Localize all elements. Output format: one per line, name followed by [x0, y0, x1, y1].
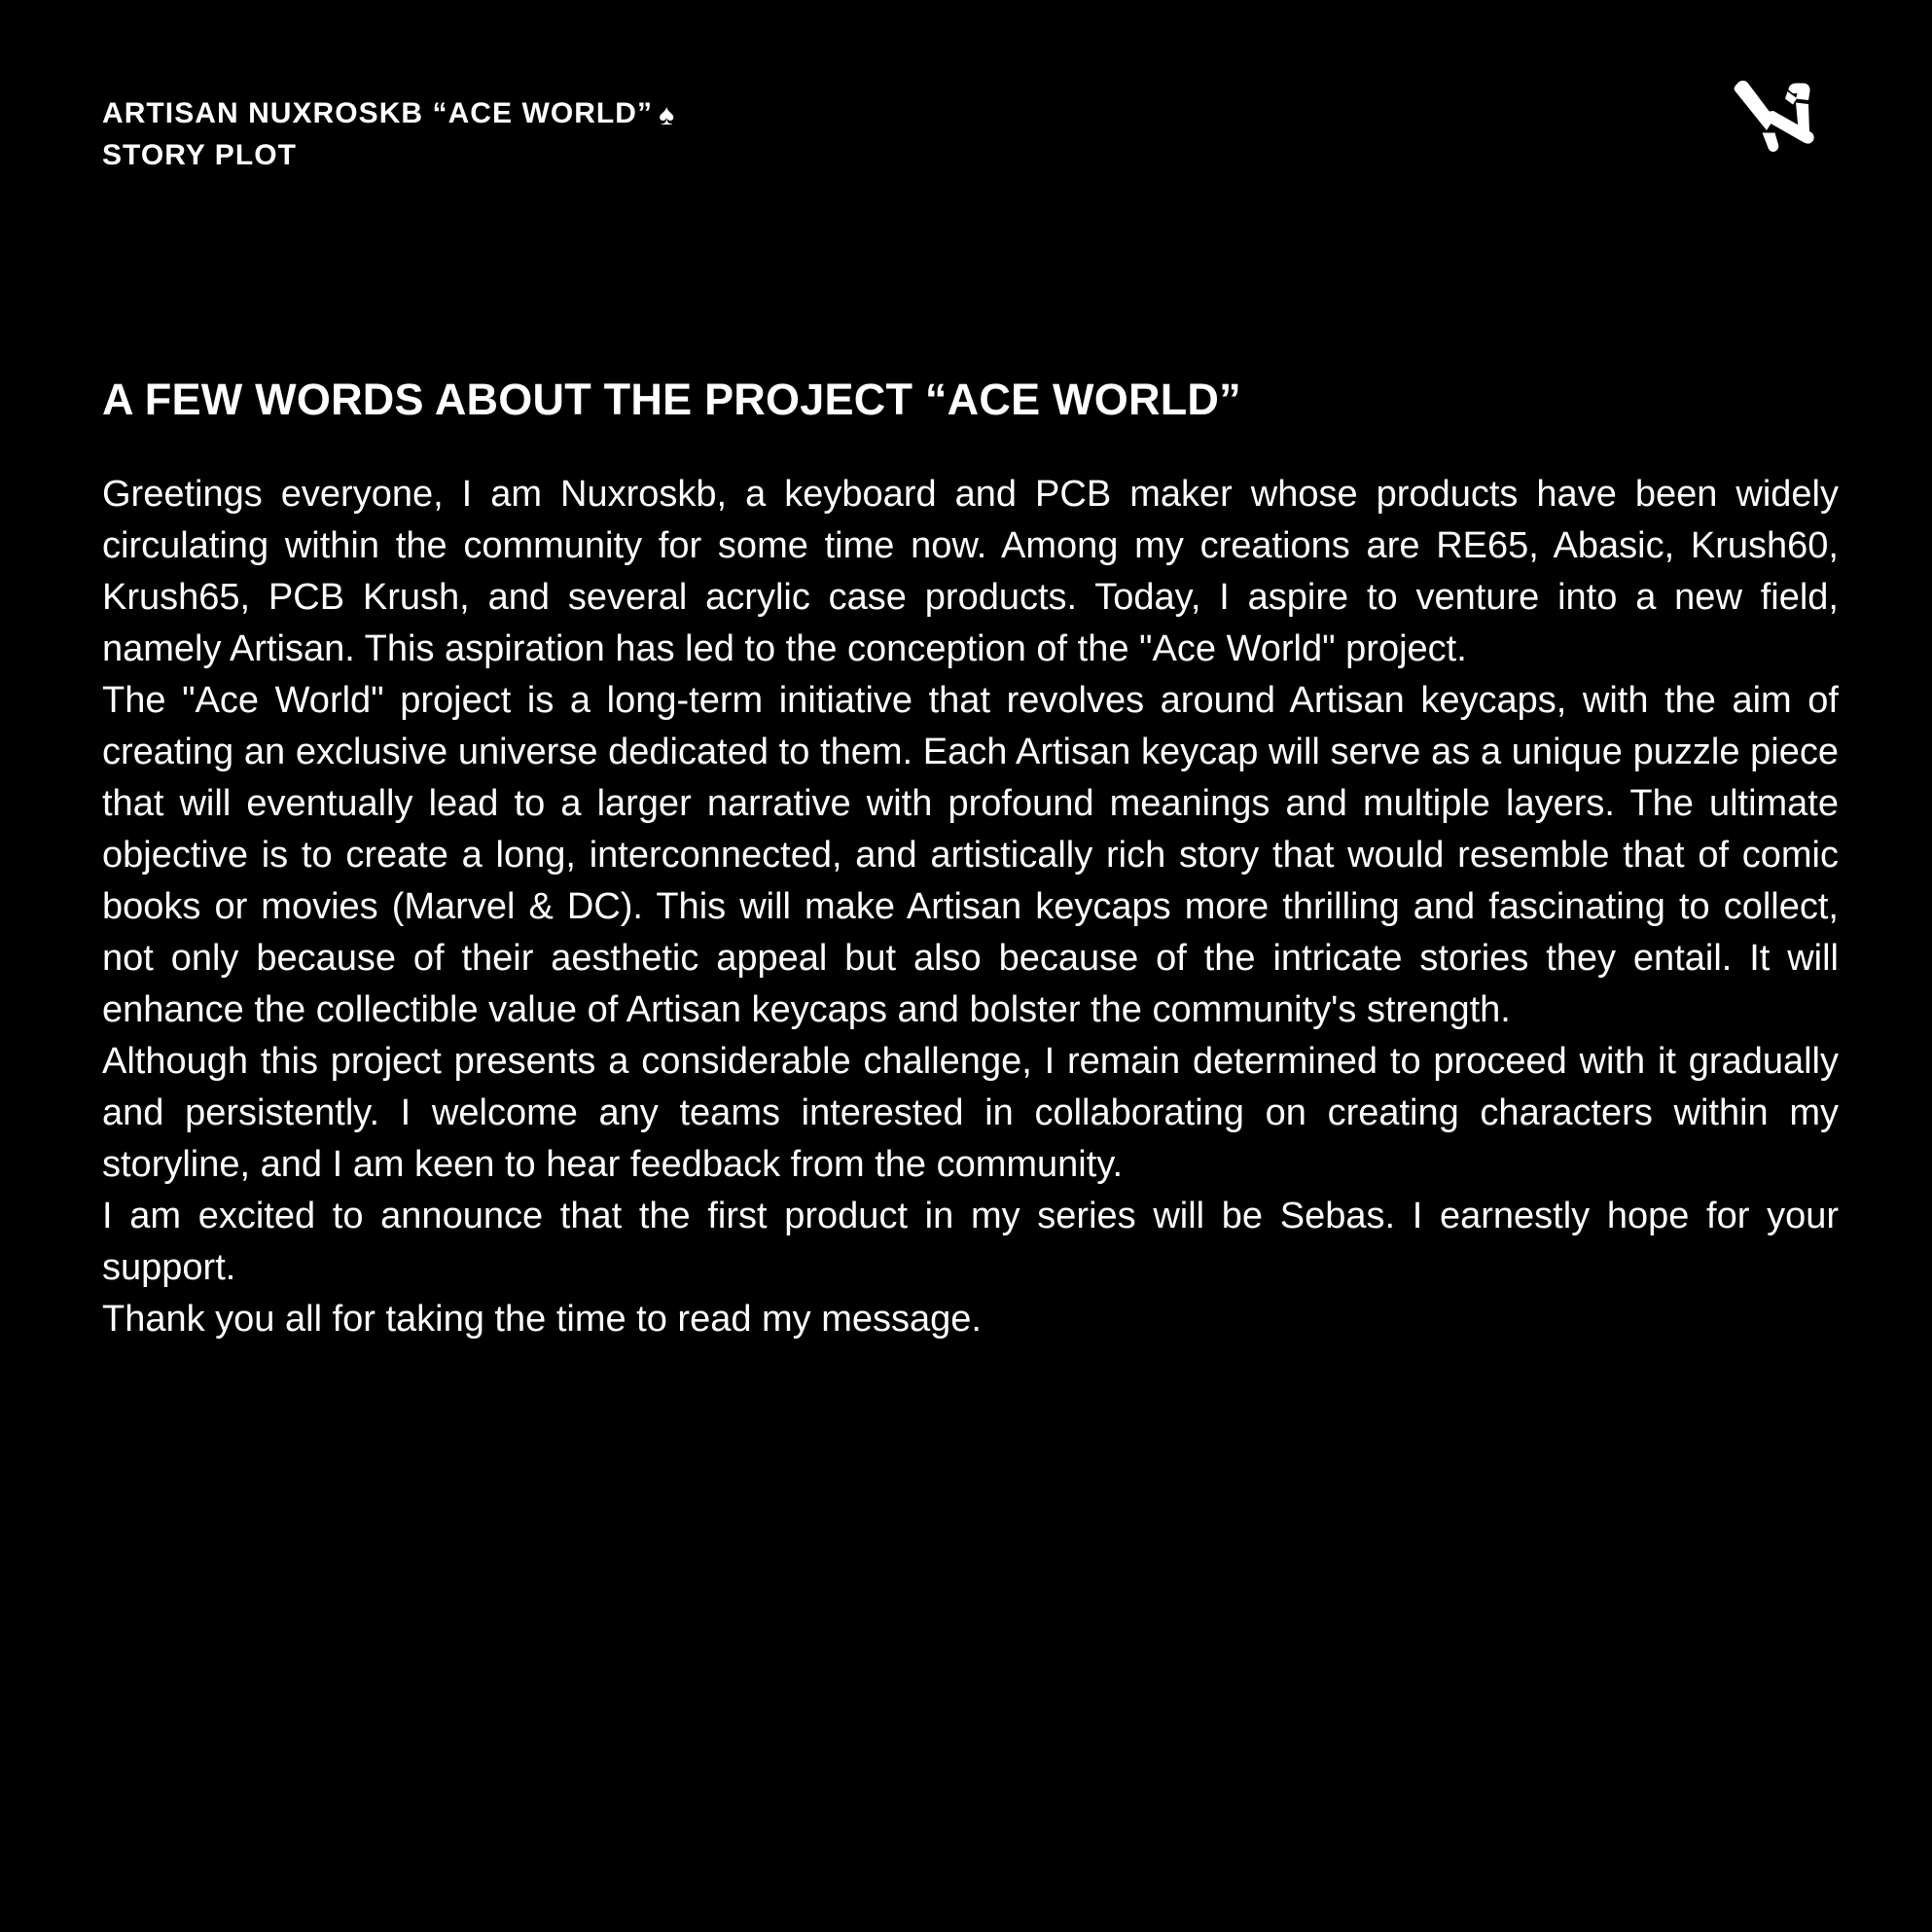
spade-suit-icon: ♠ [659, 99, 674, 131]
document-header [102, 93, 1830, 179]
header-title-line-2: STORY PLOT [102, 138, 297, 171]
page-title: A FEW WORDS ABOUT THE PROJECT “ACE WORLD” [102, 375, 1241, 424]
paragraph: The "Ace World" project is a long-term initiative that revolves around Artisan keycaps, with the aim of creating an exclusive universe dedicated to them. Each Artisan keycap will serve as a unique puzzle piece that will eventually lead to a larger narrative with profound meanings and multiple layers. The ultimate objective is to create a long, interconnected, and artistically rich story that would resemble that of comic books or movies (Marvel & DC). This will make Artisan keycaps more thrilling and fascinating to collect, not only because of their aesthetic appeal but also because of the intricate stories they entail. It will enhance the collectible value of Artisan keycaps and bolster the community's strength. [102, 679, 1839, 1030]
nuxroskb-n-logo-icon [1727, 72, 1834, 179]
paragraph: I am excited to announce that the first product in my series will be Sebas. I earnestly hope for your support. [102, 1195, 1839, 1288]
header-title-text: ARTISAN NUXROSKB “ACE WORLD” [102, 97, 654, 129]
body-text [102, 469, 1839, 1345]
paragraph: Greetings everyone, I am Nuxroskb, a keyboard and PCB maker whose products have been widely circulating within the community for some time now. Among my creations are RE65, Abasic, Krush60, Krush65, PCB Krush, and several acrylic case products. Today, I aspire to venture into a new field, namely Artisan. This aspiration has led to the conception of the "Ace World" project. [102, 473, 1839, 669]
paragraph: Although this project presents a considerable challenge, I remain determined to proceed with it gradually and persistently. I welcome any teams interested in collaborating on creating characters within my storyline, and I am keen to hear feedback from the community. [102, 1040, 1839, 1185]
document-content [102, 376, 1839, 1345]
paragraph: Thank you all for taking the time to read my message. [102, 1298, 982, 1340]
header-title-line-1 [102, 93, 674, 135]
header-title-group [102, 93, 674, 176]
